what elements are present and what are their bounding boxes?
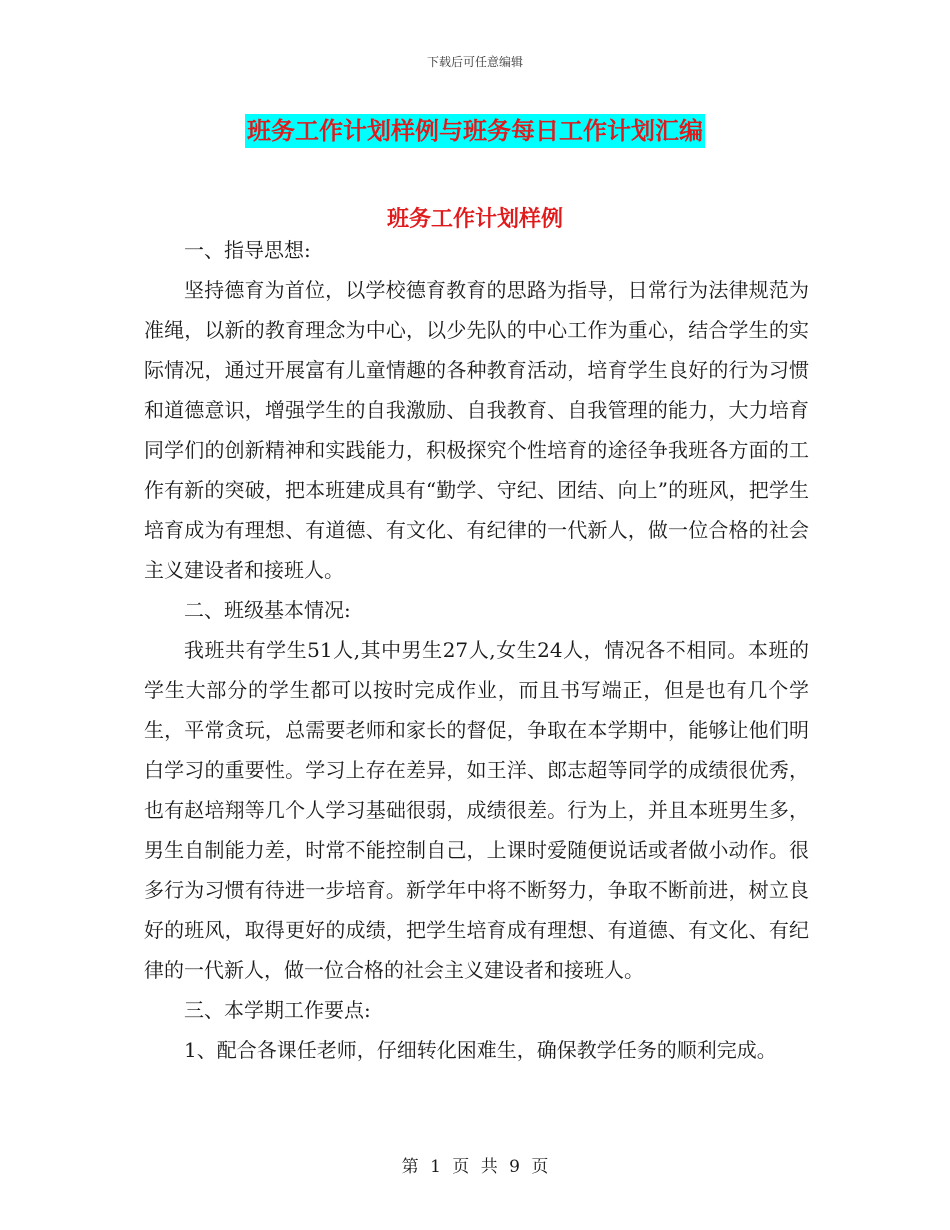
heading-class-situation: 二、班级基本情况: <box>184 598 351 622</box>
paragraph-guiding-ideology: 坚持德育为首位，以学校德育教育的思路为指导，日常行为法律规范为准绳，以新的教育理念为中心，以少先队的中心工作为重心，结合学生的实际情况，通过开展富有儿童情趣的各种教育活动，培育学生良好的行为习惯和道德意识，增强学生的自我激励、自我教育、自我管理的能力，大力培育同学们的创新精神和实践能力，积极探究个性培育的途径争我班各方面的工作有新的突破，把本班建成具有“勤学、守纪、团结、向上”的班风，把学生培育成为有理想、有道德、有文化、有纪律的一代新人，做一位合格的社会主义建设者和接班人。 <box>144 278 809 582</box>
header-note: 下载后可任意编辑 <box>426 55 523 69</box>
document-title-container <box>0 114 950 148</box>
heading-work-points: 三、本学期工作要点: <box>184 998 371 1022</box>
paragraph-class-situation: 我班共有学生51人,其中男生27人,女生24人，情况各不相同。本班的学生大部分的学生都可以按时完成作业，而且书写端正，但是也有几个学生，平常贪玩，总需要老师和家长的督促，争取在本学期中，能够让他们明白学习的重要性。学习上存在差异，如王洋、郎志超等同学的成绩很优秀，也有赵培翔等几个人学习基础很弱，成绩很差。行为上，并且本班男生多，男生自制能力差，时常不能控制自己，上课时爱随便说话或者做小动作。很多行为习惯有待进一步培育。新学年中将不断努力，争取不断前进，树立良好的班风，取得更好的成绩，把学生培育成有理想、有道德、有文化、有纪律的一代新人，做一位合格的社会主义建设者和接班人。 <box>144 638 809 982</box>
heading-guiding-ideology: 一、指导思想: <box>184 238 311 262</box>
document-title: 班务工作计划样例与班务每日工作计划汇编 <box>245 114 705 148</box>
page-footer: 第 1 页 共 9 页 <box>401 1157 549 1177</box>
paragraph-work-point-1: 1、配合各课任老师，仔细转化困难生，确保教学任务的顺利完成。 <box>184 1038 777 1062</box>
section-title: 班务工作计划样例 <box>386 207 563 232</box>
document-body <box>144 230 809 1070</box>
